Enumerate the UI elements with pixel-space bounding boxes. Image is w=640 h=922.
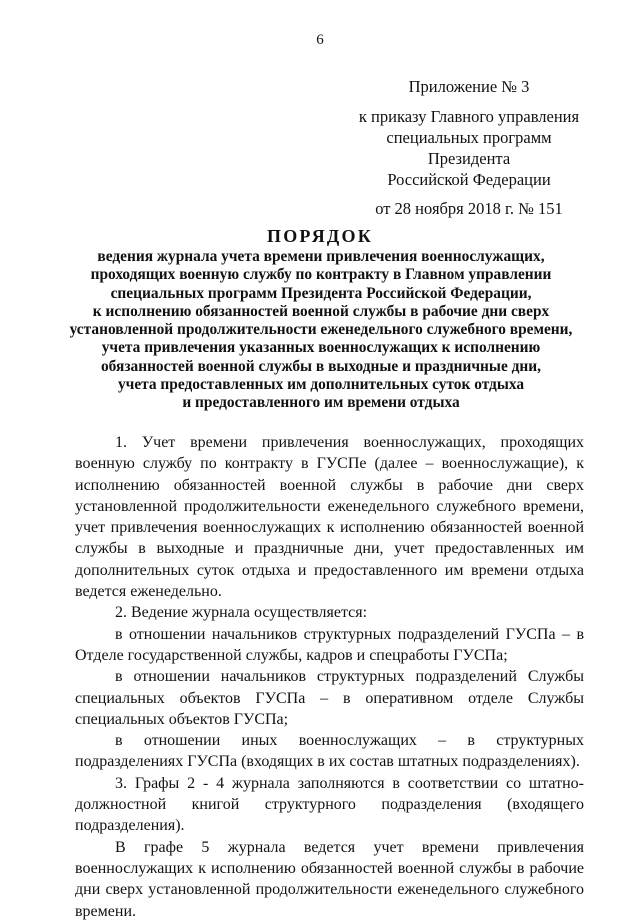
paragraph-1: 1. Учет времени привлечения военнослужащих, проходящих военную службу по контракту в ГУСПе (далее – военнослужащие), к исполнению обязанностей военной службы в рабочие дни сверх установленной продолжительности еженедельного служебного времени, учет привлечения военнослужащих к исполнению обязанностей военной службы в выходные и праздничные дни, учет предоставленных им дополнительных суток отдыха и предоставленного им времени отдыха ведется еженедельно.: [75, 434, 584, 601]
appendix-date: от 28 ноября 2018 г. № 151: [375, 199, 563, 218]
paragraph-2-item: в отношении начальников структурных подразделений Службы специальных объектов ГУСПа – в оперативном отделе Службы специальных объектов ГУСПа;: [75, 668, 584, 728]
document-subtitle: [55, 248, 587, 413]
subtitle-line: и предоставленного им времени отдыха: [182, 394, 460, 412]
page-number: 6: [316, 32, 324, 48]
subtitle-line: учета предоставленных им дополнительных суток отдыха: [117, 376, 525, 394]
appendix-title: Приложение № 3: [408, 77, 530, 96]
appendix-line: специальных программ Президента: [386, 128, 552, 168]
subtitle-line: ведения журнала учета времени привлечения военнослужащих,: [97, 248, 545, 265]
paragraph-2-item: в отношении иных военнослужащих – в структурных подразделениях ГУСПа (входящих в их состав штатных подразделениях).: [75, 732, 584, 771]
document-title: ПОРЯДОК: [267, 226, 373, 246]
subtitle-line: к исполнению обязанностей военной службы в рабочие дни сверх: [92, 302, 550, 320]
paragraph-column-5: В графе 5 журнала ведется учет времени привлечения военнослужащих к исполнению обязанностей военной службы в рабочие дни сверх установленной продолжительности еженедельного служебного времени.: [75, 838, 584, 920]
appendix-block: [344, 76, 594, 219]
subtitle-line: специальных программ Президента Российской Федерации,: [110, 284, 532, 302]
paragraph-2-item: в отношении начальников структурных подразделений ГУСПа – в Отделе государственной службы, кадров и спецработы ГУСПа;: [75, 625, 584, 664]
paragraph-3: 3. Графы 2 - 4 журнала заполняются в соответствии со штатно-должностной книгой структурного подразделения (входящего подразделения).: [75, 774, 584, 835]
subtitle-line: обязанностей военной службы в выходные и праздничные дни,: [100, 357, 541, 375]
appendix-line: к приказу Главного управления: [358, 107, 580, 126]
subtitle-line: установленной продолжительности еженедельного служебного времени,: [69, 321, 573, 339]
paragraph-2: 2. Ведение журнала осуществляется:: [115, 604, 368, 622]
document-body: [75, 432, 584, 922]
appendix-line: Российской Федерации: [387, 170, 551, 189]
subtitle-line: проходящих военную службу по контракту в Главном управлении: [90, 266, 552, 284]
subtitle-line: учета привлечения указанных военнослужащих к исполнению: [101, 339, 541, 357]
